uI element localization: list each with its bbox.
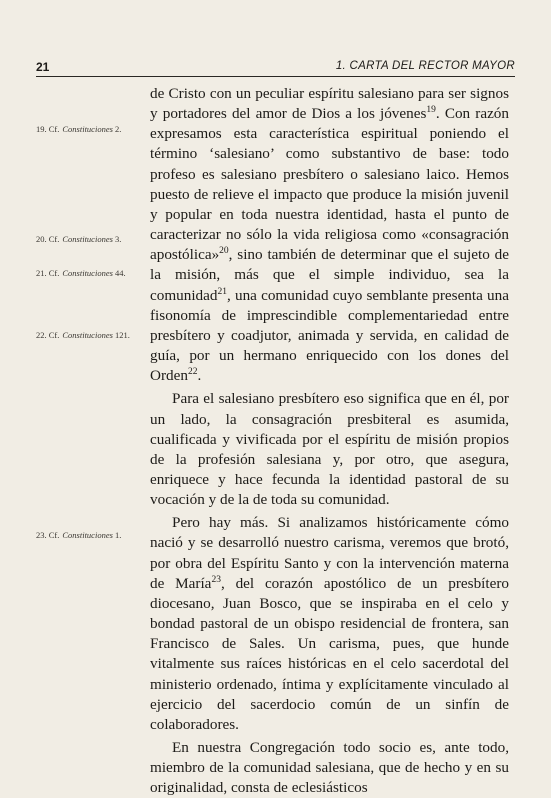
note-ref: 2. <box>115 124 122 134</box>
paragraph <box>150 84 509 386</box>
text-run: . <box>197 367 202 385</box>
text-run: . Con razón expresamos esta característica espiritual poniendo el término ‘salesiano’ como substantivo de base: todo profeso es salesiano presbítero o salesiano laico. Hemos puesto de relieve el impacto que produce la misión juvenil y popular en toda nuestra identidad, hasta el punto de caracterizar no sólo la vida religiosa como «consagración apostólica» <box>150 105 509 264</box>
note-ref: 121. <box>115 330 130 340</box>
note-label: 22. Cf. <box>36 330 60 340</box>
note-label: 19. Cf. <box>36 124 60 134</box>
text-run: , del corazón apostólico de un presbítero diocesano, Juan Bosco, que se inspiraba en el celo y bondad pastoral de un obispo residencial de frontera, san Francisco de Sales. Un carisma, pues, que hunde vitalmente sus raíces históricas en el celo sacerdotal del ministerio ordenado, íntima y explícitamente vinculado al ejercicio del sacerdocio común de un sinfín de colaboradores. <box>150 574 509 733</box>
note-source: Constituciones <box>62 268 113 278</box>
note-source: Constituciones <box>62 124 113 134</box>
paragraph <box>150 513 509 735</box>
margin-note <box>36 268 140 278</box>
note-ref: 3. <box>115 234 122 244</box>
note-ref: 1. <box>115 530 122 540</box>
margin-note <box>36 330 140 340</box>
footnote-marker: 19 <box>426 105 436 116</box>
text-run: Pero hay más. Si analizamos históricamente cómo nació y se desarrolló nuestro carisma, veremos que brotó, por obra del Espíritu Santo y con la intervención materna de María <box>150 514 509 592</box>
note-source: Constituciones <box>62 530 113 540</box>
footnote-marker: 22 <box>187 367 198 378</box>
margin-note <box>36 530 140 540</box>
page-number: 21 <box>36 60 50 74</box>
footnote-marker: 20 <box>219 246 229 257</box>
body-text <box>150 84 509 798</box>
note-source: Constituciones <box>62 330 113 340</box>
note-ref: 44. <box>115 268 126 278</box>
footnote-marker: 23 <box>211 574 221 585</box>
note-label: 20. Cf. <box>36 234 60 244</box>
note-label: 23. Cf. <box>36 530 60 540</box>
page-header <box>36 58 515 77</box>
margin-note <box>36 234 140 244</box>
running-title: 1. CARTA DEL RECTOR MAYOR <box>335 60 515 72</box>
note-label: 21. Cf. <box>36 268 60 278</box>
text-run: , sino también de determinar que el sujeto de la misión, más que el simple individuo, sea la comunidad <box>150 246 509 304</box>
text-run: de Cristo con un peculiar espíritu salesiano para ser signos y portadores del amor de Dios a los jóvenes <box>150 85 509 123</box>
paragraph: En nuestra Congregación todo socio es, ante todo, miembro de la comunidad salesiana, que de hecho y en su originalidad, consta de eclesiásticos <box>150 739 509 797</box>
text-run: , una comunidad cuyo semblante presenta una fisonomía de imprescindible complementariedad entre presbítero y coadjutor, animada y servida, en calidad de guía, por un hermano enriquecido con los dones del Orden <box>150 286 509 385</box>
paragraph: Para el salesiano presbítero eso significa que en él, por un lado, la consagración presbiteral es asumida, cualificada y vivificada por el espíritu de misión propios de la profesión salesiana y, por otro, que asegura, enriquece y hace fecunda la identidad pastoral de su vocación y de la de toda su comunidad. <box>150 390 509 509</box>
note-source: Constituciones <box>62 234 113 244</box>
footnote-marker: 21 <box>217 286 227 297</box>
margin-note <box>36 124 140 134</box>
